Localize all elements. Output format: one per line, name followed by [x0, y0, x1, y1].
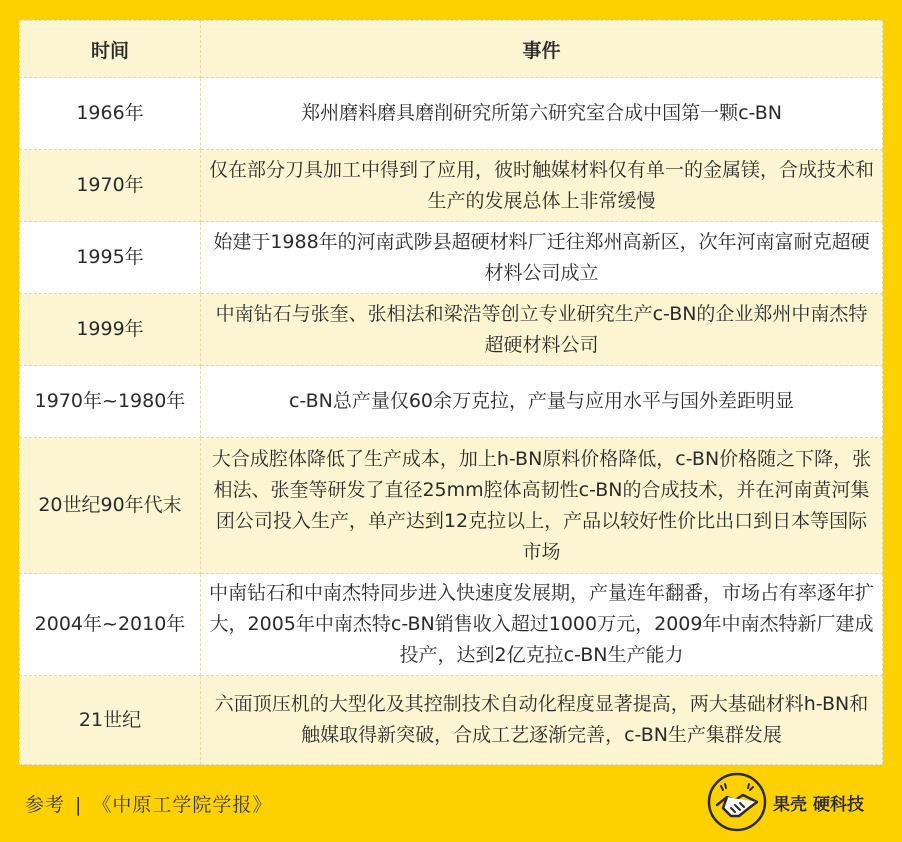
row-time: 1999年: [20, 294, 201, 366]
row-event: 郑州磨料磨具磨削研究所第六研究室合成中国第一颗c-BN: [201, 78, 883, 150]
table-row: [20, 366, 883, 438]
reference-label: 参考: [25, 794, 66, 816]
row-event: c-BN总产量仅60余万克拉，产量与应用水平与国外差距明显: [201, 366, 883, 438]
brand-name-guokr: 果壳: [773, 794, 807, 815]
row-event: 中南钻石和中南杰特同步进入快速度发展期，产量连年翻番，市场占有率逐年扩大，2005年中南杰特c-BN销售收入超过1000万元，2009年中南杰特新厂建成投产，达到2亿克拉c-BN生产能力: [201, 574, 883, 676]
row-time: 1966年: [20, 78, 201, 150]
row-time: 21世纪: [20, 676, 201, 765]
row-event: 中南钻石与张奎、张相法和梁浩等创立专业研究生产c-BN的企业郑州中南杰特超硬材料公司: [201, 294, 883, 366]
reference-source: 《中原工学院学报》: [92, 794, 273, 816]
row-time: 2004年~2010年: [20, 574, 201, 676]
header-time: 时间: [20, 21, 201, 78]
reference-separator: |: [75, 794, 83, 816]
table-row: [20, 574, 883, 676]
reference-footer: [25, 790, 272, 817]
row-event: 大合成腔体降低了生产成本，加上h-BN原料价格降低，c-BN价格随之下降，张相法、张奎等研发了直径25mm腔体高韧性c-BN的合成技术，并在河南黄河集团公司投入生产，单产达到12克拉以上，产品以较好性价比出口到日本等国际市场: [201, 438, 883, 574]
row-event: 仅在部分刀具加工中得到了应用，彼时触媒材料仅有单一的金属镁，合成技术和生产的发展总体上非常缓慢: [201, 150, 883, 222]
header-event: 事件: [201, 21, 883, 78]
row-event: 始建于1988年的河南武陟县超硬材料厂迁往郑州高新区，次年河南富耐克超硬材料公司成立: [201, 222, 883, 294]
table-row: [20, 294, 883, 366]
table-row: [20, 150, 883, 222]
table-header-row: [20, 21, 883, 78]
timeline-card: [19, 20, 883, 764]
row-event: 六面顶压机的大型化及其控制技术自动化程度显著提高，两大基础材料h-BN和触媒取得新突破，合成工艺逐渐完善，c-BN生产集群发展: [201, 676, 883, 765]
brand-name: [773, 790, 864, 815]
row-time: 1995年: [20, 222, 201, 294]
timeline-table: [19, 20, 883, 765]
row-time: 1970年: [20, 150, 201, 222]
handshake-logo-icon: [707, 772, 767, 832]
row-time: 1970年~1980年: [20, 366, 201, 438]
table-row: [20, 222, 883, 294]
table-row: [20, 438, 883, 574]
brand-mark: [707, 772, 864, 832]
row-time: 20世纪90年代末: [20, 438, 201, 574]
table-row: [20, 78, 883, 150]
brand-name-hardtech: 硬科技: [813, 794, 864, 815]
table-row: [20, 676, 883, 765]
